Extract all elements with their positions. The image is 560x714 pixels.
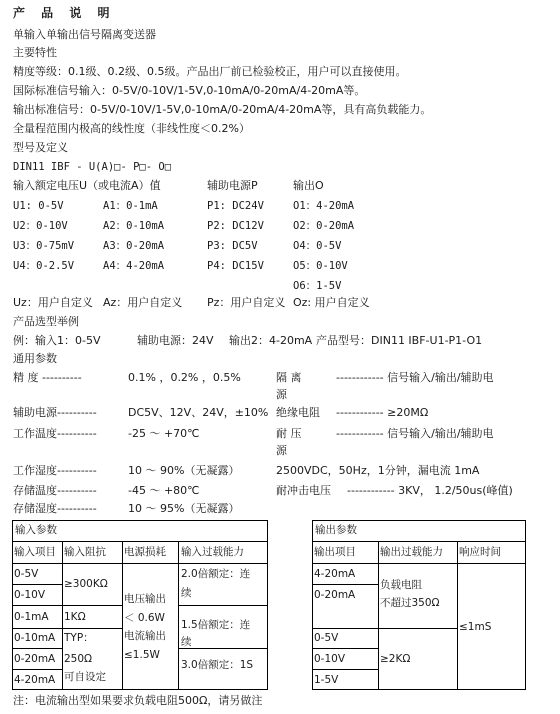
general-label: 工作湿度----------: [13, 464, 97, 477]
input-item: 0-5V: [14, 568, 39, 580]
model-header-power: 辅助电源P: [207, 179, 258, 192]
col-header: 输入项目: [14, 546, 56, 558]
input-item: 4-20mA: [14, 674, 56, 686]
impedance: ≥300KΩ: [64, 578, 108, 590]
output-item: 4-20mA: [314, 568, 356, 580]
power-loss: 电流输出: [124, 630, 166, 642]
general-value: -25 ～ +70℃: [128, 427, 200, 440]
power-loss: ≤1.5W: [124, 649, 160, 661]
features-heading: 主要特性: [13, 46, 57, 59]
model-cell: P4: DC15V: [207, 260, 264, 272]
example-power: 辅助电源：24V: [137, 334, 214, 347]
col-header: 输入过载能力: [181, 546, 244, 558]
model-cell: O4：0-5V: [293, 240, 342, 252]
general-value: 10 ～ 95%（无凝露）: [128, 502, 240, 515]
custom-item: Oz: 用户自定义: [293, 296, 370, 309]
model-header-output: 输出O: [293, 179, 324, 192]
general-label: 耐冲击电压: [276, 484, 331, 497]
general-value-wrap: 源: [276, 388, 287, 401]
model-cell: A1：0-1mA: [103, 200, 158, 212]
overload-out: ≥2KΩ: [380, 653, 411, 665]
model-cell: A4：4-20mA: [103, 260, 165, 272]
model-cell: U1: 0-5V: [13, 200, 64, 212]
general-value: 0.1% ，0.2% ，0.5%: [128, 371, 241, 384]
footnote: 注：电流输出型如果要求负载电阻500Ω，请另做注: [13, 694, 263, 707]
col-header: 响应时间: [459, 546, 501, 558]
impedance: 250Ω: [64, 653, 93, 665]
example-input: 例：输入1：0-5V: [13, 334, 101, 347]
general-value: ------------ 信号输入/输出/辅助电: [336, 371, 494, 384]
example-model: 产品型号：DIN11 IBF-U1-P1-O1: [316, 334, 483, 347]
overload-in: 1.5倍额定：连: [181, 619, 251, 631]
output-item: 0-20mA: [314, 589, 356, 601]
overload-out: 不超过350Ω: [380, 597, 440, 609]
model-cell: O1：4-20mA: [293, 200, 355, 212]
input-item: 0-1mA: [14, 611, 49, 623]
general-value: ------------ ≥20MΩ: [336, 406, 429, 419]
general-label: 隔 离: [276, 371, 302, 384]
general-value: ------------ 3KV， 1.2/50us(峰值): [347, 484, 513, 497]
model-header-input: 输入额定电压U（或电流A）值: [13, 179, 161, 192]
feature-line: 精度等级：0.1级、0.2级、0.5级。产品出厂前已检验校正，用户可以直接使用。: [13, 65, 407, 78]
general-value: -45 ～ +80℃: [128, 484, 200, 497]
custom-item: Uz：用户自定义: [13, 296, 93, 309]
col-header: 输出过载能力: [380, 546, 443, 558]
output-item: 1-5V: [314, 674, 339, 686]
power-loss: ＜ 0.6W: [124, 612, 165, 624]
general-value-wrap: 源: [276, 444, 287, 457]
general-label: 存储温度----------: [13, 484, 97, 497]
general-value: ------------ 信号输入/输出/辅助电: [336, 427, 494, 440]
col-header: 输出项目: [314, 546, 356, 558]
input-item: 0-20mA: [14, 653, 56, 665]
output-params-title: 输出参数: [315, 524, 357, 536]
feature-line: 国际标准信号输入：0-5V/0-10V/1-5V,0-10mA/0-20mA/4-20mA等。: [13, 84, 366, 97]
model-cell: U4：0-2.5V: [13, 260, 75, 272]
model-cell: P1: DC24V: [207, 200, 264, 212]
input-params-title: 输入参数: [15, 524, 57, 536]
impedance: 1KΩ: [64, 611, 86, 623]
model-heading: 型号及定义: [13, 141, 68, 154]
input-item: 0-10V: [14, 589, 46, 601]
overload-in: 3.0倍额定：1S: [181, 659, 254, 671]
general-value: DC5V、12V、24V，±10%: [128, 406, 269, 419]
model-code: DIN11 IBF - U(A)□- P□- O□: [13, 161, 172, 173]
feature-line: 全量程范围内极高的线性度（非线性度＜0.2%）: [13, 122, 250, 135]
custom-item: Pz：用户自定义: [207, 296, 286, 309]
impedance: 可自设定: [64, 671, 106, 683]
page-title: 产 品 说 明: [13, 6, 116, 20]
model-cell: U2：0-10V: [13, 220, 68, 232]
custom-item: Az：用户自定义: [103, 296, 183, 309]
general-label: 精 度 ----------: [13, 371, 82, 384]
general-label: 存储湿度----------: [13, 502, 97, 515]
response-time: ≤1mS: [459, 621, 492, 633]
output-item: 0-5V: [314, 632, 339, 644]
model-cell: P2: DC12V: [207, 220, 264, 232]
model-cell: U3：0-75mV: [13, 240, 75, 252]
overload-in: 2.0倍额定：连: [181, 568, 251, 580]
model-cell: O2：0-20mA: [293, 220, 355, 232]
model-cell: O6：1-5V: [293, 280, 342, 292]
power-loss: 电压输出: [124, 593, 166, 605]
output-item: 0-10V: [314, 653, 346, 665]
col-header: 电源损耗: [124, 546, 166, 558]
impedance: TYP：: [64, 632, 94, 644]
model-cell: P3: DC5V: [207, 240, 258, 252]
general-heading: 通用参数: [13, 352, 57, 365]
general-label: 工作温度----------: [13, 427, 97, 440]
model-cell: O5：0-10V: [293, 260, 348, 272]
model-cell: A2：0-10mA: [103, 220, 165, 232]
product-name: 单输入单输出信号隔离变送器: [13, 28, 156, 41]
col-header: 输入阻抗: [64, 546, 106, 558]
general-label: 绝缘电阻: [276, 406, 320, 419]
general-label: 耐 压: [276, 427, 302, 440]
overload-in: 续: [181, 636, 192, 648]
general-value: 2500VDC，50Hz，1分钟，漏电流 1mA: [276, 464, 480, 477]
feature-line: 输出标准信号：0-5V/0-10V/1-5V,0-10mA/0-20mA/4-20mA等，具有高负载能力。: [13, 103, 432, 116]
example-heading: 产品选型举例: [13, 315, 79, 328]
general-value: 10 ～ 90%（无凝露）: [128, 464, 240, 477]
input-item: 0-10mA: [14, 632, 56, 644]
general-label: 辅助电源----------: [13, 406, 97, 419]
model-cell: A3：0-20mA: [103, 240, 165, 252]
overload-out: 负载电阻: [380, 579, 422, 591]
overload-in: 续: [181, 587, 192, 599]
example-output: 输出2：4-20mA: [229, 334, 313, 347]
